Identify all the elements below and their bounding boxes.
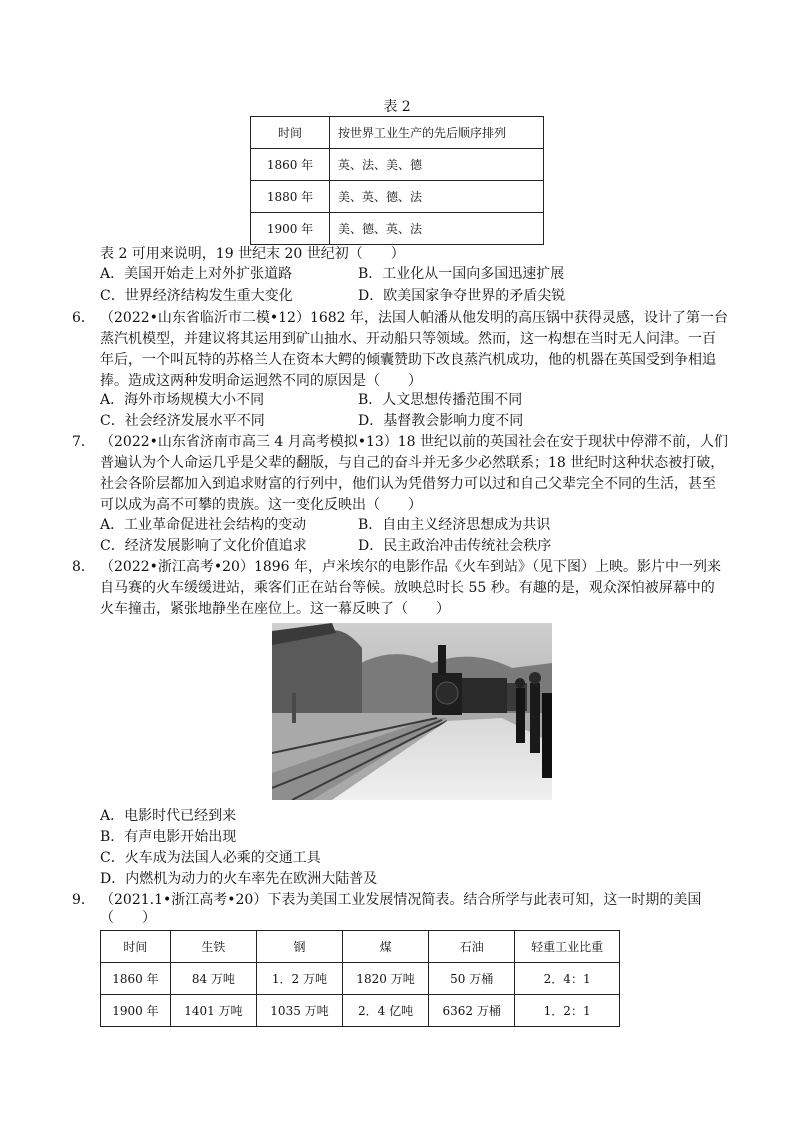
q5-option-c[interactable]: C．世界经济结构发生重大变化 [100, 288, 293, 304]
table-cell: 1880 年 [251, 181, 330, 213]
q8-line-1: （2022•浙江高考•20）1896 年，卢米埃尔的电影作品《火车到站》（见下图）上映。影片中一列来 [100, 559, 722, 575]
table-cell: 50 万桶 [429, 963, 515, 995]
table-cell: 1860 年 [251, 149, 330, 181]
q8-option-d[interactable]: D．内燃机为动力的火车率先在欧洲大陆普及 [100, 871, 378, 887]
q7-line-4: 可以成为高不可攀的贵族。这一变化反映出（ ） [100, 497, 422, 513]
table-cell: 美、德、英、法 [330, 213, 544, 245]
table-header-cell: 按世界工业生产的先后顺序排列 [330, 117, 544, 149]
table-cell: 1900 年 [101, 995, 171, 1027]
q8-line-2: 自马赛的火车缓缓进站，乘客们正在站台等候。放映总时长 55 秒。有趣的是，观众深怕被屏幕中的 [100, 580, 715, 596]
table-row [101, 963, 620, 995]
table-row [251, 213, 544, 245]
table-cell: 1900 年 [251, 213, 330, 245]
q6-line-2: 蒸汽机模型，并建议将其运用到矿山抽水、开动船只等领域。然而，这一构想在当时无人问津。一百 [100, 331, 716, 347]
q7-line-2: 普遍认为个人命运几乎是父辈的翻版，与自己的奋斗并无多少必然联系；18 世纪时这种状态被打破， [100, 455, 725, 471]
table-row [101, 995, 620, 1027]
table-cell: 1401 万吨 [170, 995, 256, 1027]
q6-option-a[interactable]: A．海外市场规模大小不同 [100, 392, 265, 408]
table-cell: 6362 万桶 [429, 995, 515, 1027]
q6-number: 6． [72, 310, 95, 326]
q7-option-d[interactable]: D．民主政治冲击传统社会秩序 [358, 538, 552, 554]
q5-option-d[interactable]: D．欧美国家争夺世界的矛盾尖锐 [358, 288, 566, 304]
q6-option-b[interactable]: B．人文思想传播范围不同 [358, 392, 523, 408]
q7-option-a[interactable]: A．工业革命促进社会结构的变动 [100, 517, 307, 533]
table-header-cell: 轻重工业比重 [515, 931, 620, 963]
table-cell: 1035 万吨 [256, 995, 342, 1027]
table-cell: 1．2 万吨 [256, 963, 342, 995]
table-header-cell: 石油 [429, 931, 515, 963]
table-row [251, 117, 544, 149]
table-header-cell: 钢 [256, 931, 342, 963]
q6-option-d[interactable]: D．基督教会影响力度不同 [358, 413, 524, 429]
q5-stem: 表 2 可用来说明，19 世纪末 20 世纪初（ ） [100, 246, 405, 262]
q5-option-a[interactable]: A．美国开始走上对外扩张道路 [100, 266, 293, 282]
q8-line-3: 火车撞击，紧张地静坐在座位上。这一幕反映了（ ） [100, 601, 450, 617]
q7-number: 7． [72, 434, 95, 450]
table-header-cell: 时间 [101, 931, 171, 963]
table-cell: 美、英、德、法 [330, 181, 544, 213]
q6-option-c[interactable]: C．社会经济发展水平不同 [100, 413, 265, 429]
q7-option-b[interactable]: B．自由主义经济思想成为共识 [358, 517, 551, 533]
q8-option-c[interactable]: C．火车成为法国人必乘的交通工具 [100, 850, 321, 866]
q5-option-b[interactable]: B．工业化从一国向多国迅速扩展 [358, 266, 565, 282]
table-header-cell: 时间 [251, 117, 330, 149]
table-cell: 2．4 亿吨 [343, 995, 429, 1027]
q7-line-1: （2022•山东省济南市高三 4 月高考模拟•13）18 世纪以前的英国社会在安于现状中停滞不前，人们 [100, 434, 729, 450]
table-cell: 1820 万吨 [343, 963, 429, 995]
table2 [250, 116, 544, 245]
table-header-cell: 煤 [343, 931, 429, 963]
table-row [101, 931, 620, 963]
q7-option-c[interactable]: C．经济发展影响了文化价值追求 [100, 538, 307, 554]
table3 [100, 930, 620, 1027]
q6-line-4: 捧。造成这两种发明命运迥然不同的原因是（ ） [100, 373, 422, 389]
q8-number: 8． [72, 559, 95, 575]
q8-option-b[interactable]: B．有声电影开始出现 [100, 829, 237, 845]
table-cell: 1860 年 [101, 963, 171, 995]
q9-line-1: （2021.1•浙江高考•20）下表为美国工业发展情况简表。结合所学与此表可知，这一时期的美国 [100, 892, 702, 908]
train-arrival-photo [272, 623, 552, 800]
q9-number: 9． [72, 892, 95, 908]
table-cell: 1．2：1 [515, 995, 620, 1027]
table-row [251, 181, 544, 213]
table-cell: 84 万吨 [170, 963, 256, 995]
q6-line-3: 年后，一个叫瓦特的苏格兰人在资本大鳄的倾囊赞助下改良蒸汽机成功，他的机器在英国受到争相追 [100, 352, 716, 368]
table-cell: 2．4：1 [515, 963, 620, 995]
table-cell: 英、法、美、德 [330, 149, 544, 181]
q6-line-1: （2022•山东省临沂市二模•12）1682 年，法国人帕潘从他发明的高压锅中获得灵感，设计了第一台 [100, 310, 729, 326]
table2-caption: 表 2 [383, 99, 411, 115]
q9-line-2: （ ） [100, 910, 156, 926]
q8-option-a[interactable]: A．电影时代已经到来 [100, 808, 237, 824]
q7-line-3: 社会各阶层都加入到追求财富的行列中，他们认为凭借努力可以过和自己父辈完全不同的生活，甚至 [100, 476, 716, 492]
table-row [251, 149, 544, 181]
table-header-cell: 生铁 [170, 931, 256, 963]
